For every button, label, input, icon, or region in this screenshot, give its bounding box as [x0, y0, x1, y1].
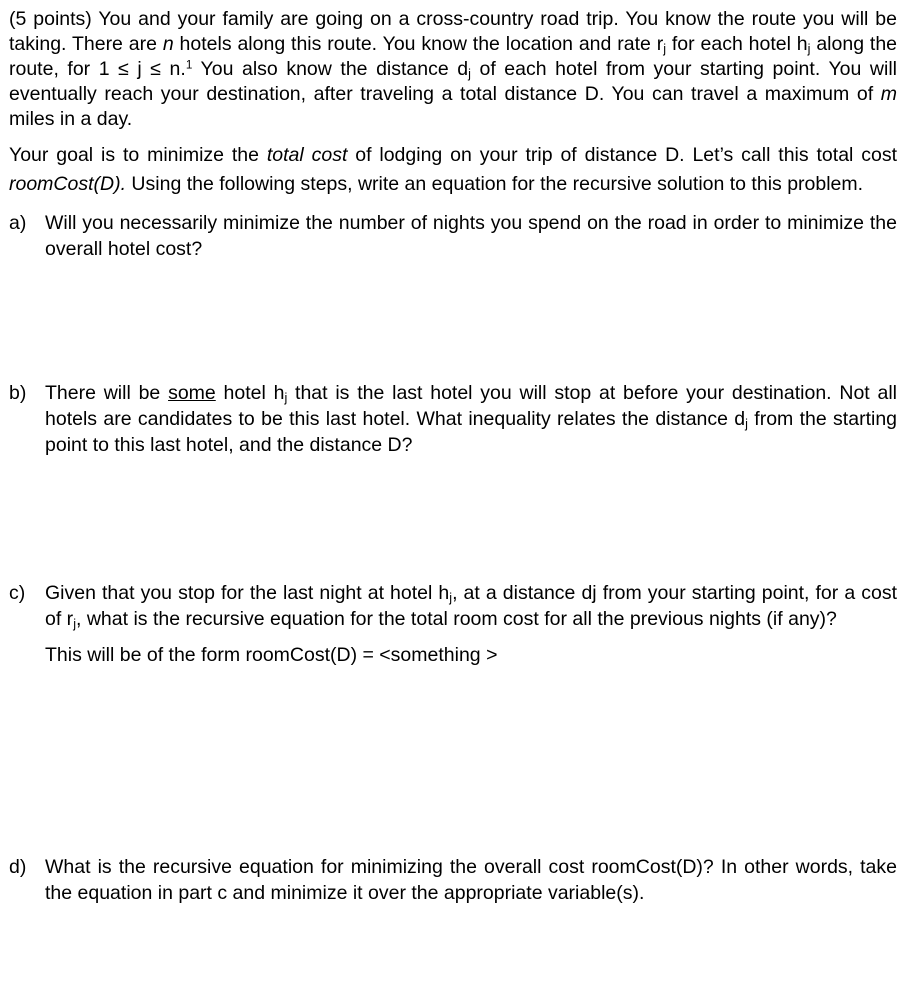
- document-page: [9, 7, 897, 906]
- question-text: What is the recursive equation for minimizing the overall cost roomCost(D)? In other words, take the equation in part c and minimize it over the appropriate variable(s).: [45, 856, 897, 904]
- question-label: c): [9, 582, 26, 604]
- question-label: b): [9, 382, 27, 404]
- question-a: [9, 210, 897, 262]
- var-n: n: [162, 33, 174, 55]
- question-d: [9, 854, 897, 906]
- question-text: Given that you stop for the last night at hotel $h_j$, at a distance dj from your starting point, for a cost of $r_j$, what is the recursive equation for the total room cost for all the previous nights (if any)?: [45, 582, 897, 632]
- question-label: a): [9, 212, 27, 234]
- question-b: [9, 380, 897, 458]
- footnote-marker: 1: [185, 58, 193, 72]
- question-text: There will be some hotel $h_j$ that is the last hotel you will stop at before your destination. Not all hotels are candidates to be this last hotel. What inequality relates the distance $d_j$ from the starting point to this last hotel, and the distance D?: [45, 382, 898, 456]
- problem-goal: Your goal is to minimize the total cost of lodging on your trip of distance D. Let’s call this total cost roomCost(D). Using the following steps, write an equation for the recursive solution to this problem.: [9, 144, 898, 195]
- question-c: [9, 580, 897, 632]
- question-text: Will you necessarily minimize the number of nights you spend on the road in order to minimize the overall hotel cost?: [45, 212, 897, 260]
- problem-intro: (5 points) You and your family are going on a cross-country road trip. You know the route you will be taking. There are n hotels along this route. You know the location and rate $r_j$ for each hotel $h_j$ along the route, for 1 ≤ j ≤ n.$^1$ You also know the distance $d_j$ of each hotel from your starting point. You will eventually reach your destination, after traveling a total distance D. You can travel a maximum of m miles in a day.: [9, 8, 898, 130]
- question-c-form: This will be of the form roomCost(D) = <something >: [45, 644, 498, 666]
- question-label: d): [9, 856, 27, 878]
- var-m: m: [880, 83, 897, 105]
